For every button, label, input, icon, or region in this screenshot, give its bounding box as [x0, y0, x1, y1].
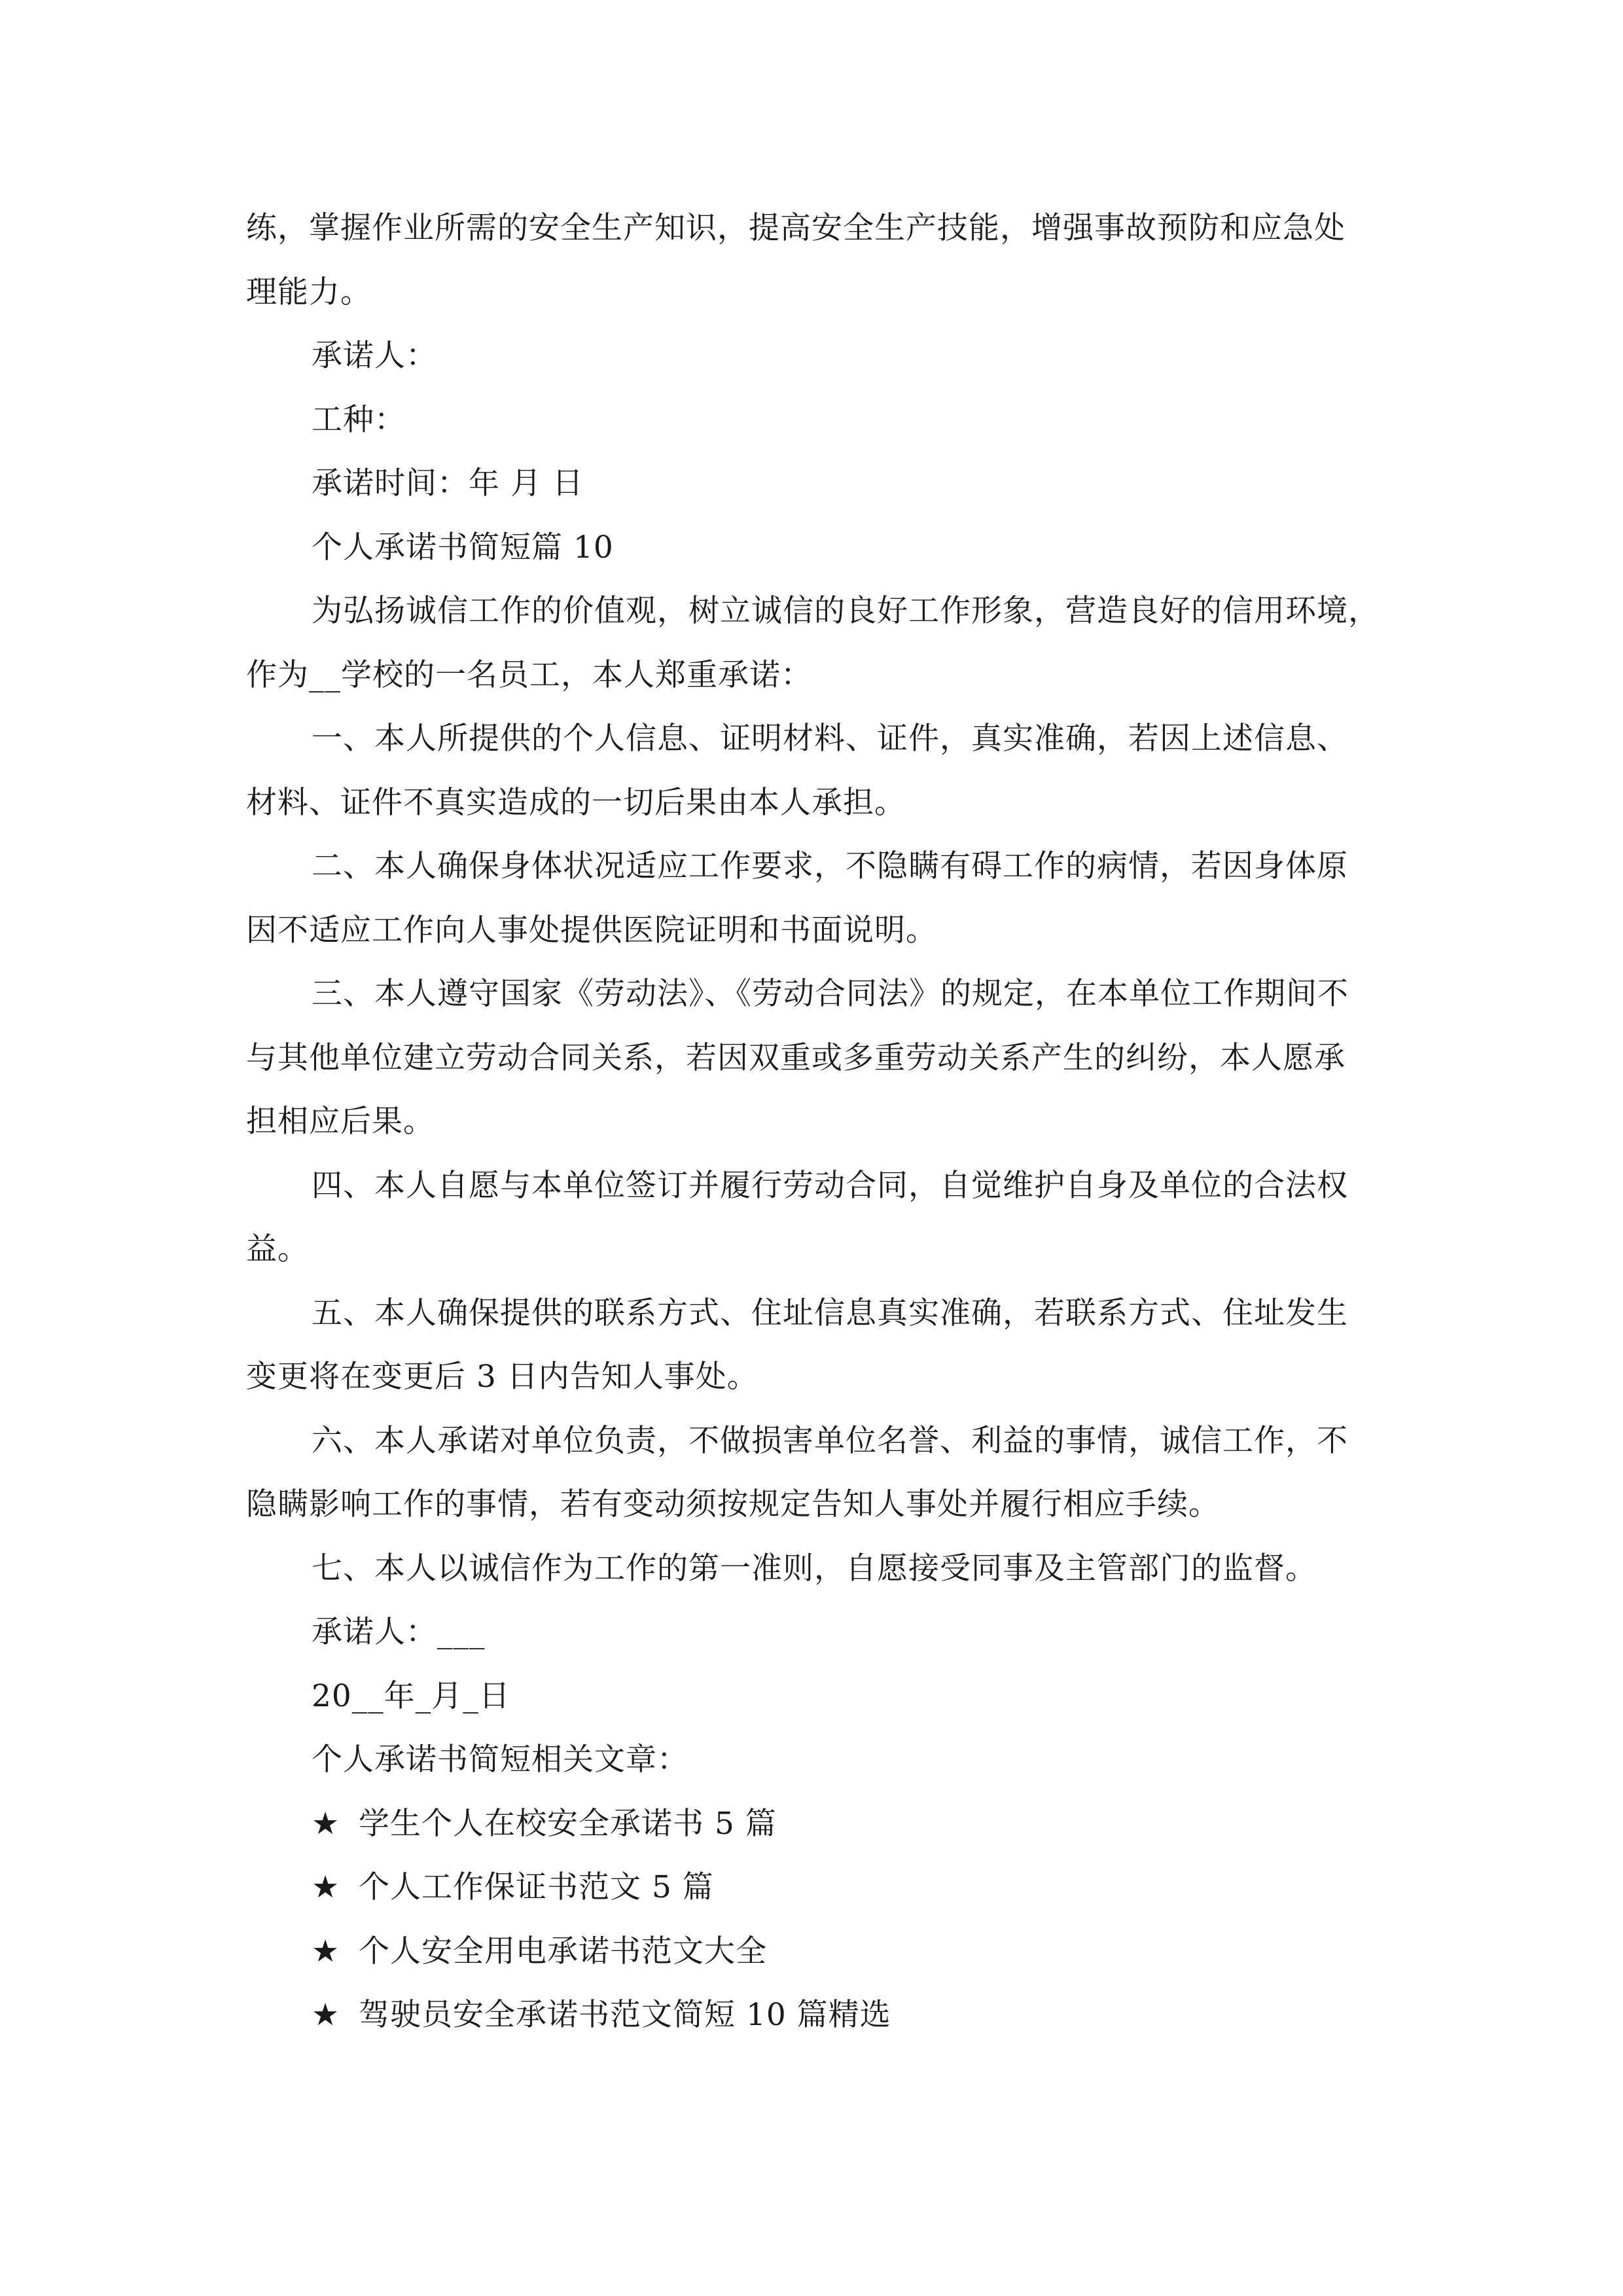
- signer-label: 承诺人：: [312, 338, 437, 374]
- clause-2: 二、本人确保身体状况适应工作要求，不隐瞒有碍工作的病情，若因身体原: [312, 848, 1348, 884]
- body-line: 材料、证件不真实造成的一切后果由本人承担。: [246, 784, 906, 821]
- body-line: 与其他单位建立劳动合同关系，若因双重或多重劳动关系产生的纠纷，本人愿承: [246, 1039, 1346, 1076]
- star-icon: ★: [312, 1805, 340, 1842]
- clause-1: 一、本人所提供的个人信息、证明材料、证件，真实准确，若因上述信息、: [312, 721, 1348, 757]
- star-icon: ★: [312, 1869, 340, 1905]
- related-heading: 个人承诺书简短相关文章：: [312, 1742, 688, 1778]
- body-line: 练，掌握作业所需的安全生产知识，提高安全生产技能，增强事故预防和应急处: [246, 210, 1346, 246]
- body-line: 作为__学校的一名员工，本人郑重承诺：: [246, 656, 812, 693]
- related-article-link[interactable]: [246, 1920, 1391, 1984]
- related-article-title: 驾驶员安全承诺书范文简短 10 篇精选: [359, 1997, 891, 2033]
- clause-7: 七、本人以诚信作为工作的第一准则，自愿接受同事及主管部门的监督。: [312, 1550, 1317, 1587]
- clause-6: 六、本人承诺对单位负责，不做损害单位名誉、利益的事情，诚信工作，不: [312, 1422, 1348, 1459]
- star-icon: ★: [312, 1933, 340, 1969]
- section-title: 个人承诺书简短篇 10: [312, 529, 614, 565]
- date-line: 20__年_月_日: [312, 1677, 510, 1714]
- signer-line: 承诺人：___: [312, 1614, 486, 1650]
- body-line: 益。: [246, 1231, 309, 1267]
- body-line: 理能力。: [246, 274, 372, 310]
- body-line: 隐瞒影响工作的事情，若有变动须按规定告知人事处并履行相应手续。: [246, 1486, 1220, 1522]
- body-line: 担相应后果。: [246, 1103, 435, 1139]
- document-page: [246, 196, 1391, 2047]
- clause-4: 四、本人自愿与本单位签订并履行劳动合同，自觉维护自身及单位的合法权: [312, 1167, 1348, 1204]
- related-article-title: 个人安全用电承诺书范文大全: [359, 1933, 767, 1969]
- related-article-link[interactable]: [246, 1983, 1391, 2047]
- body-line: 因不适应工作向人事处提供医院证明和书面说明。: [246, 912, 937, 948]
- date-label: 承诺时间：年 月 日: [312, 465, 584, 501]
- related-article-title: 学生个人在校安全承诺书 5 篇: [359, 1805, 777, 1842]
- body-line: 为弘扬诚信工作的价值观，树立诚信的良好工作形象，营造良好的信用环境，: [312, 593, 1380, 629]
- related-article-link[interactable]: [246, 1856, 1391, 1920]
- job-type-label: 工种：: [312, 401, 406, 438]
- related-article-link[interactable]: [246, 1792, 1391, 1856]
- body-line: 变更将在变更后 3 日内告知人事处。: [246, 1359, 758, 1395]
- clause-3: 三、本人遵守国家《劳动法》、《劳动合同法》的规定，在本单位工作期间不: [312, 976, 1349, 1012]
- related-article-title: 个人工作保证书范文 5 篇: [359, 1869, 714, 1905]
- star-icon: ★: [312, 1997, 340, 2033]
- clause-5: 五、本人确保提供的联系方式、住址信息真实准确，若联系方式、住址发生: [312, 1295, 1348, 1331]
